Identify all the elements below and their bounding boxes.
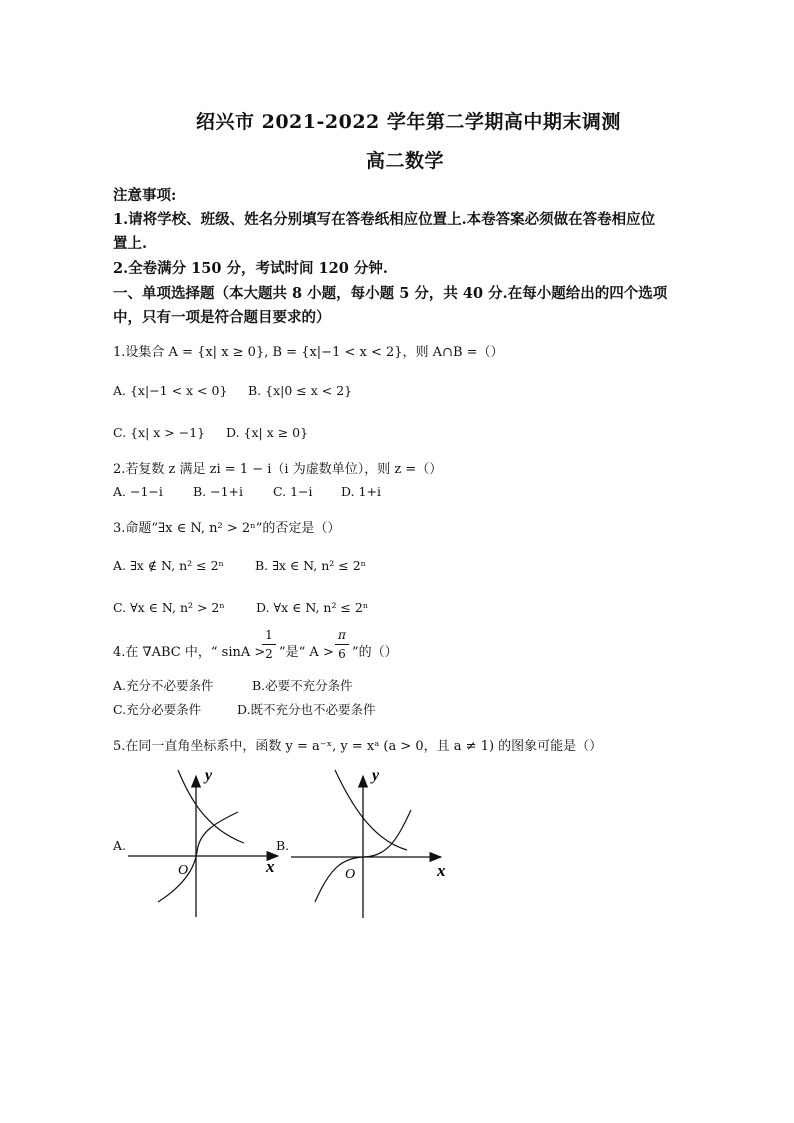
fraction-numerator: π	[338, 628, 346, 642]
note-item-1-line-1: 1.请将学校、班级、姓名分别填写在答卷纸相应位置上.本卷答案必须做在答卷相应位	[113, 211, 656, 228]
question-4-stem-post: ”的（）	[352, 645, 398, 660]
question-4-option-a: A.充分不必要条件	[113, 678, 214, 693]
question-4-fraction-half	[262, 628, 276, 661]
question-4-option-d: D.既不充分也不必要条件	[237, 702, 376, 717]
question-4-option-c: C.充分必要条件	[113, 702, 202, 717]
curve-power	[158, 812, 238, 902]
question-3-option-b: B. ∃x ∈ N, n² ≤ 2ⁿ	[255, 558, 367, 573]
question-2-option-b: B. −1+i	[193, 484, 244, 499]
question-3-option-d: D. ∀x ∈ N, n² ≤ 2ⁿ	[256, 600, 369, 615]
exam-title: 绍兴市 2021-2022 学年第二学期高中期末调测	[196, 111, 621, 133]
origin-label: O	[178, 863, 189, 878]
question-3-option-c: C. ∀x ∈ N, n² > 2ⁿ	[113, 600, 225, 615]
section-heading-line-1: 一、单项选择题（本大题共 8 小题，每小题 5 分，共 40 分.在每小题给出的四个选项	[113, 285, 668, 302]
fraction-denominator: 2	[265, 647, 273, 661]
question-2-stem: 2.若复数 z 满足 zi = 1 − i（i 为虚数单位），则 z =（）	[113, 462, 443, 477]
fraction-bar	[335, 644, 349, 645]
origin-label: O	[345, 867, 356, 882]
fraction-denominator: 6	[338, 647, 346, 661]
question-1-option-a: A. {x|−1 < x < 0}	[113, 383, 228, 398]
notes-heading: 注意事项:	[113, 187, 177, 204]
question-5-graph-a	[120, 760, 290, 925]
question-4-option-b: B.必要不充分条件	[252, 678, 353, 693]
question-3-stem: 3.命题“∃x ∈ N, n² > 2ⁿ”的否定是（）	[113, 521, 341, 536]
exam-subtitle: 高二数学	[366, 150, 445, 172]
question-2-option-d: D. 1+i	[341, 484, 381, 499]
question-1-option-c: C. {x| x > −1}	[113, 425, 206, 440]
x-axis-label: x	[437, 861, 446, 880]
question-4-fraction-pi-over-6	[335, 628, 349, 661]
question-5-stem: 5.在同一直角坐标系中，函数 y = a⁻ˣ, y = xᵃ (a > 0，且 a ≠ 1) 的图象可能是（）	[113, 739, 603, 754]
question-4-stem-mid: ”是“ A >	[279, 645, 334, 660]
y-axis-label: y	[372, 767, 380, 784]
question-3-option-a: A. ∃x ∉ N, n² ≤ 2ⁿ	[113, 558, 224, 573]
fraction-numerator: 1	[265, 628, 273, 642]
section-heading-line-2: 中，只有一项是符合题目要求的）	[113, 309, 331, 326]
note-item-1-line-2: 置上.	[113, 235, 148, 252]
question-5-graph-a-label: A.	[113, 838, 127, 853]
y-axis-label: y	[205, 767, 213, 784]
question-1-option-d: D. {x| x ≥ 0}	[226, 425, 309, 440]
question-4-stem-pre: 4.在 ∇ABC 中，“ sinA >	[113, 645, 266, 660]
question-2-option-c: C. 1−i	[273, 484, 313, 499]
question-2-option-a: A. −1−i	[113, 484, 163, 499]
fraction-bar	[262, 644, 276, 645]
question-1-stem: 1.设集合 A = {x| x ≥ 0}, B = {x|−1 < x < 2}，则 A∩B =（）	[113, 345, 504, 360]
question-5-graph-b-label: B.	[276, 838, 290, 853]
question-1-option-b: B. {x|0 ≤ x < 2}	[248, 383, 353, 398]
question-5-graph-b	[285, 760, 455, 925]
x-axis-label: x	[266, 857, 275, 876]
note-item-2: 2.全卷满分 150 分，考试时间 120 分钟.	[113, 260, 388, 277]
